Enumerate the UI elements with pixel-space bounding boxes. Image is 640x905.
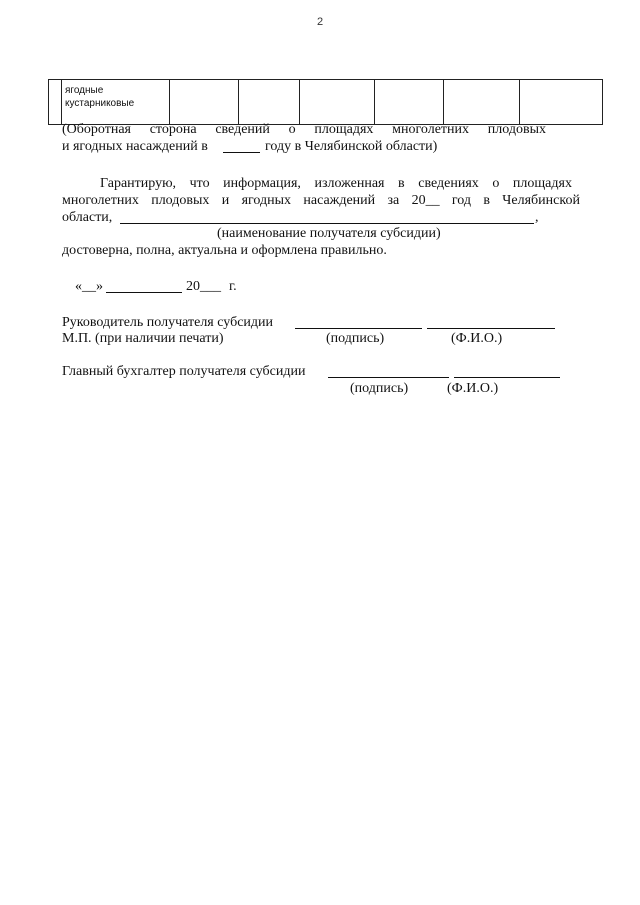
word: сведениях xyxy=(418,176,479,191)
word: сведений xyxy=(215,122,270,137)
head-name-line xyxy=(427,328,555,329)
stamp-label: М.П. (при наличии печати) xyxy=(62,331,224,346)
head-label: Руководитель получателя субсидии xyxy=(62,315,274,330)
word: Челябинской xyxy=(502,193,580,208)
word: ягодных xyxy=(241,193,292,208)
date-month-line xyxy=(106,292,182,293)
page-number: 2 xyxy=(316,16,324,28)
word: информация, xyxy=(223,176,301,191)
table-cell-crop-type xyxy=(62,80,170,125)
word: в xyxy=(398,176,405,191)
table-cell xyxy=(170,80,239,125)
accountant-label: Главный бухгалтер получателя субсидии xyxy=(62,364,306,379)
word: что xyxy=(189,176,210,191)
head-signature-line xyxy=(295,328,422,329)
word: за xyxy=(387,193,400,208)
word: о xyxy=(492,176,500,191)
guarantee-line2 xyxy=(62,192,580,209)
word: изложенная xyxy=(314,176,385,191)
word: год xyxy=(451,193,472,208)
date-day: «__» xyxy=(75,279,103,294)
crop-type-line1: ягодные xyxy=(65,85,104,96)
date-year-prefix: 20___ xyxy=(186,279,221,294)
word: сторона xyxy=(149,122,197,137)
table-cell xyxy=(444,80,520,125)
word: многолетних xyxy=(62,193,139,208)
reverse-side-line2-prefix: и ягодных насаждений в xyxy=(62,139,208,154)
accountant-signature-caption: (подпись) xyxy=(350,381,409,396)
word: (Оборотная xyxy=(62,122,131,137)
guarantee-line4: достоверна, полна, актуальна и оформлена правильно. xyxy=(62,243,387,258)
accountant-name-line xyxy=(454,377,560,378)
word: Гарантирую, xyxy=(100,176,177,191)
year-blank-line xyxy=(223,152,260,153)
word: и xyxy=(221,193,230,208)
table-cell xyxy=(375,80,444,125)
recipient-name-caption: (наименование получателя субсидии) xyxy=(217,226,441,241)
guarantee-line3-prefix: области, xyxy=(62,210,113,225)
guarantee-line1 xyxy=(100,175,572,192)
accountant-name-caption: (Ф.И.О.) xyxy=(447,381,499,396)
head-name-caption: (Ф.И.О.) xyxy=(451,331,503,346)
recipient-name-line xyxy=(120,223,534,224)
word: 20__ xyxy=(411,193,440,208)
word: насаждений xyxy=(303,193,376,208)
word: площадях xyxy=(314,122,374,137)
word: площадях xyxy=(512,176,572,191)
table-cell xyxy=(239,80,300,125)
word: о xyxy=(288,122,296,137)
reverse-side-line2-suffix: году в Челябинской области) xyxy=(265,139,438,154)
date-year-suffix: г. xyxy=(229,279,237,294)
table-cell xyxy=(300,80,375,125)
head-signature-caption: (подпись) xyxy=(326,331,385,346)
crop-type-line2: кустарниковые xyxy=(65,98,135,109)
table-cell xyxy=(520,80,603,125)
word: плодовых xyxy=(487,122,546,137)
accountant-signature-line xyxy=(328,377,449,378)
table-row xyxy=(49,80,603,125)
crop-table-fragment xyxy=(48,79,603,125)
word: в xyxy=(483,193,490,208)
guarantee-line3-suffix: , xyxy=(535,210,539,225)
reverse-side-line1 xyxy=(62,121,546,138)
table-cell xyxy=(49,80,62,125)
word: плодовых xyxy=(151,193,210,208)
word: многолетних xyxy=(392,122,470,137)
